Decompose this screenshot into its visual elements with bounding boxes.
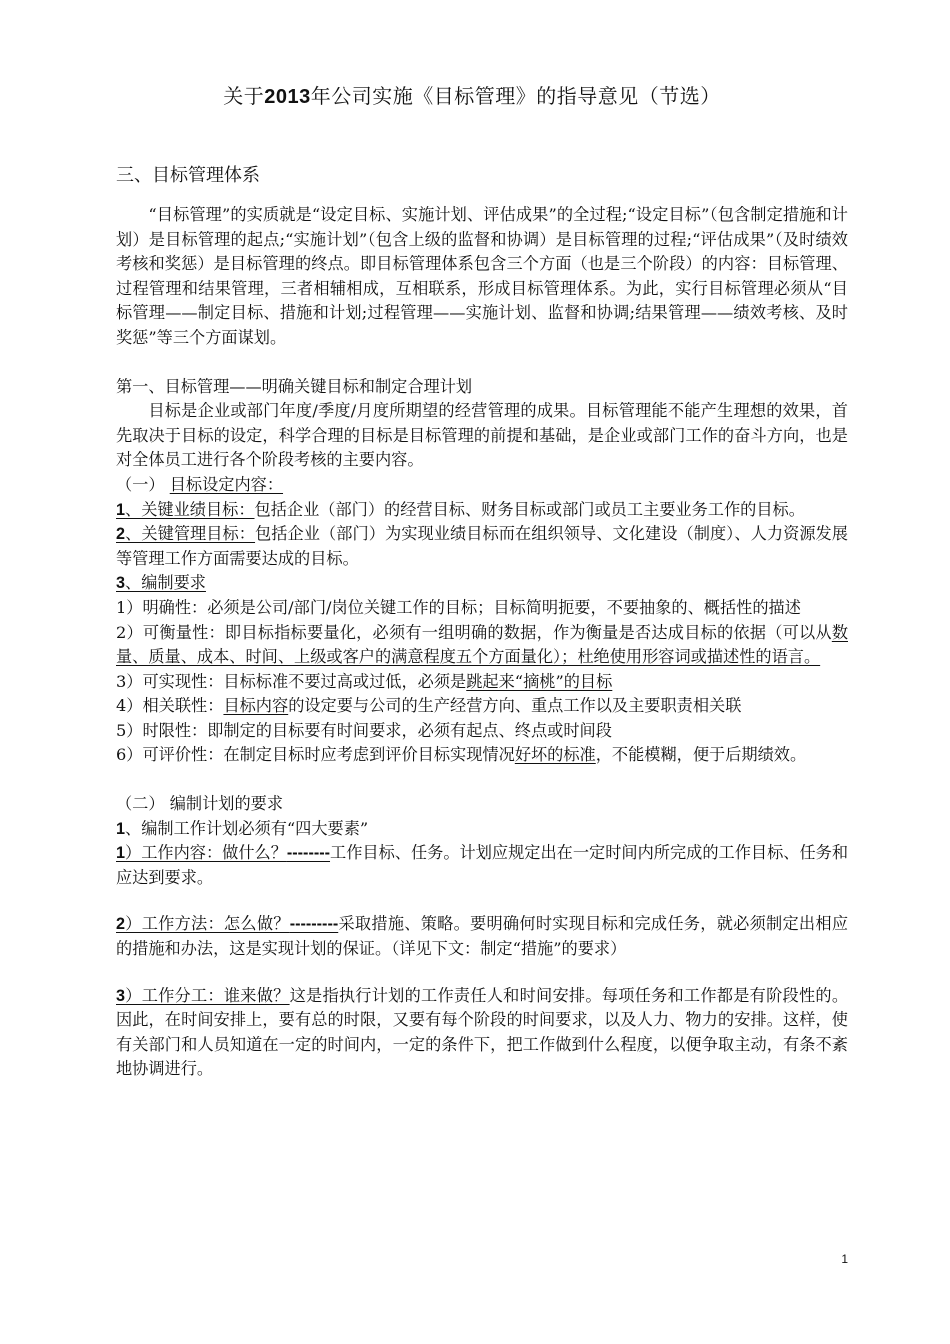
page-number: 1 <box>841 1252 848 1266</box>
element-method: 2）工作方法：怎么做？---------采取措施、策略。要明确何时实现目标和完成任务，就必须制定出相应的措施和办法，这是实现计划的保证。（详见下文：制定“措施”的要求） <box>116 914 849 959</box>
title-suffix: 年公司实施《目标管理》的指导意见（节选） <box>310 84 721 108</box>
requirement-2: 2）可衡量性：即目标指标要量化，必须有一组明确的数据，作为衡量是否达成目标的依据（可以从数量、质量、成本、时间、上级或客户的满意程度五个方面量化）；杜绝使用形容词或描述性的语言。 <box>116 622 848 667</box>
element-content: 1）工作内容：做什么？--------工作目标、任务。计划应规定出在一定时间内所完成的工作目标、任务和应达到要求。 <box>116 843 849 887</box>
requirement-3: 3）可实现性：目标标准不要过高或过低，必须是跳起来“摘桃”的目标 <box>116 671 613 691</box>
title-prefix: 关于 <box>223 84 265 108</box>
section-heading: 三、目标管理体系 <box>116 165 260 186</box>
item-key-performance: 1、关键业绩目标：包括企业（部门）的经营目标、财务目标或部门或员工主要业务工作的目标。 <box>116 499 805 519</box>
subheading-goal-content: （一） 目标设定内容： <box>116 474 284 494</box>
four-elements: 1、编制工作计划必须有“四大要素” <box>116 818 369 838</box>
part2-heading: （二） 编制计划的要求 <box>116 794 284 814</box>
title-year: 2013 <box>264 86 311 108</box>
element-division: 3）工作分工：谁来做？这是指执行计划的工作责任人和时间安排。每项任务和工作都是有阶段性的。因此，在时间安排上，要有总的时限，又要有每个阶段的时间要求，以及人力、物力的安排。这样，使有关部门和人员知道在一定的时间内，一定的条件下，把工作做到什么程度，以便争取主动，有条不紊地协调进行。 <box>116 985 849 1079</box>
item-requirements: 3、编制要求 <box>116 573 206 593</box>
document-title <box>96 80 848 109</box>
requirement-1: 1）明确性：必须是公司/部门/岗位关键工作的目标；目标简明扼要，不要抽象的、概括性的描述 <box>116 597 801 617</box>
part1-heading: 第一、目标管理——明确关键目标和制定合理计划 <box>116 376 473 396</box>
part1-body: 目标是企业或部门年度/季度/月度所期望的经营管理的成果。目标管理能不能产生理想的效果，首先取决于目标的设定，科学合理的目标是目标管理的前提和基础，是企业或部门工作的奋斗方向，也是对全体员工进行各个阶段考核的主要内容。 <box>116 401 848 470</box>
requirement-5: 5）时限性：即制定的目标要有时间要求，必须有起点、终点或时间段 <box>116 720 612 740</box>
document-page <box>116 80 848 1082</box>
intro-paragraph: “目标管理”的实质就是“设定目标、实施计划、评估成果”的全过程;“设定目标”（包含制定措施和计划）是目标管理的起点;“实施计划”（包含上级的监督和协调）是目标管理的过程;“评估成果”（及时绩效考核和奖惩）是目标管理的终点。即目标管理体系包含三个方面（也是三个阶段）的内容：目标管理、过程管理和结果管理，三者相辅相成，互相联系，形成目标管理体系。为此，实行目标管理必须从“目标管理——制定目标、措施和计划;过程管理——实施计划、监督和协调;结果管理——绩效考核、及时奖惩”等三个方面谋划。 <box>116 205 848 347</box>
requirement-4: 4）相关联性：目标内容的设定要与公司的生产经营方向、重点工作以及主要职责相关联 <box>116 696 742 716</box>
requirement-6: 6）可评价性：在制定目标时应考虑到评价目标实现情况好坏的标准，不能模糊，便于后期绩效。 <box>116 745 807 765</box>
item-key-management: 2、关键管理目标：包括企业（部门）为实现业绩目标而在组织领导、文化建设（制度）、人力资源发展等管理工作方面需要达成的目标。 <box>116 524 848 568</box>
